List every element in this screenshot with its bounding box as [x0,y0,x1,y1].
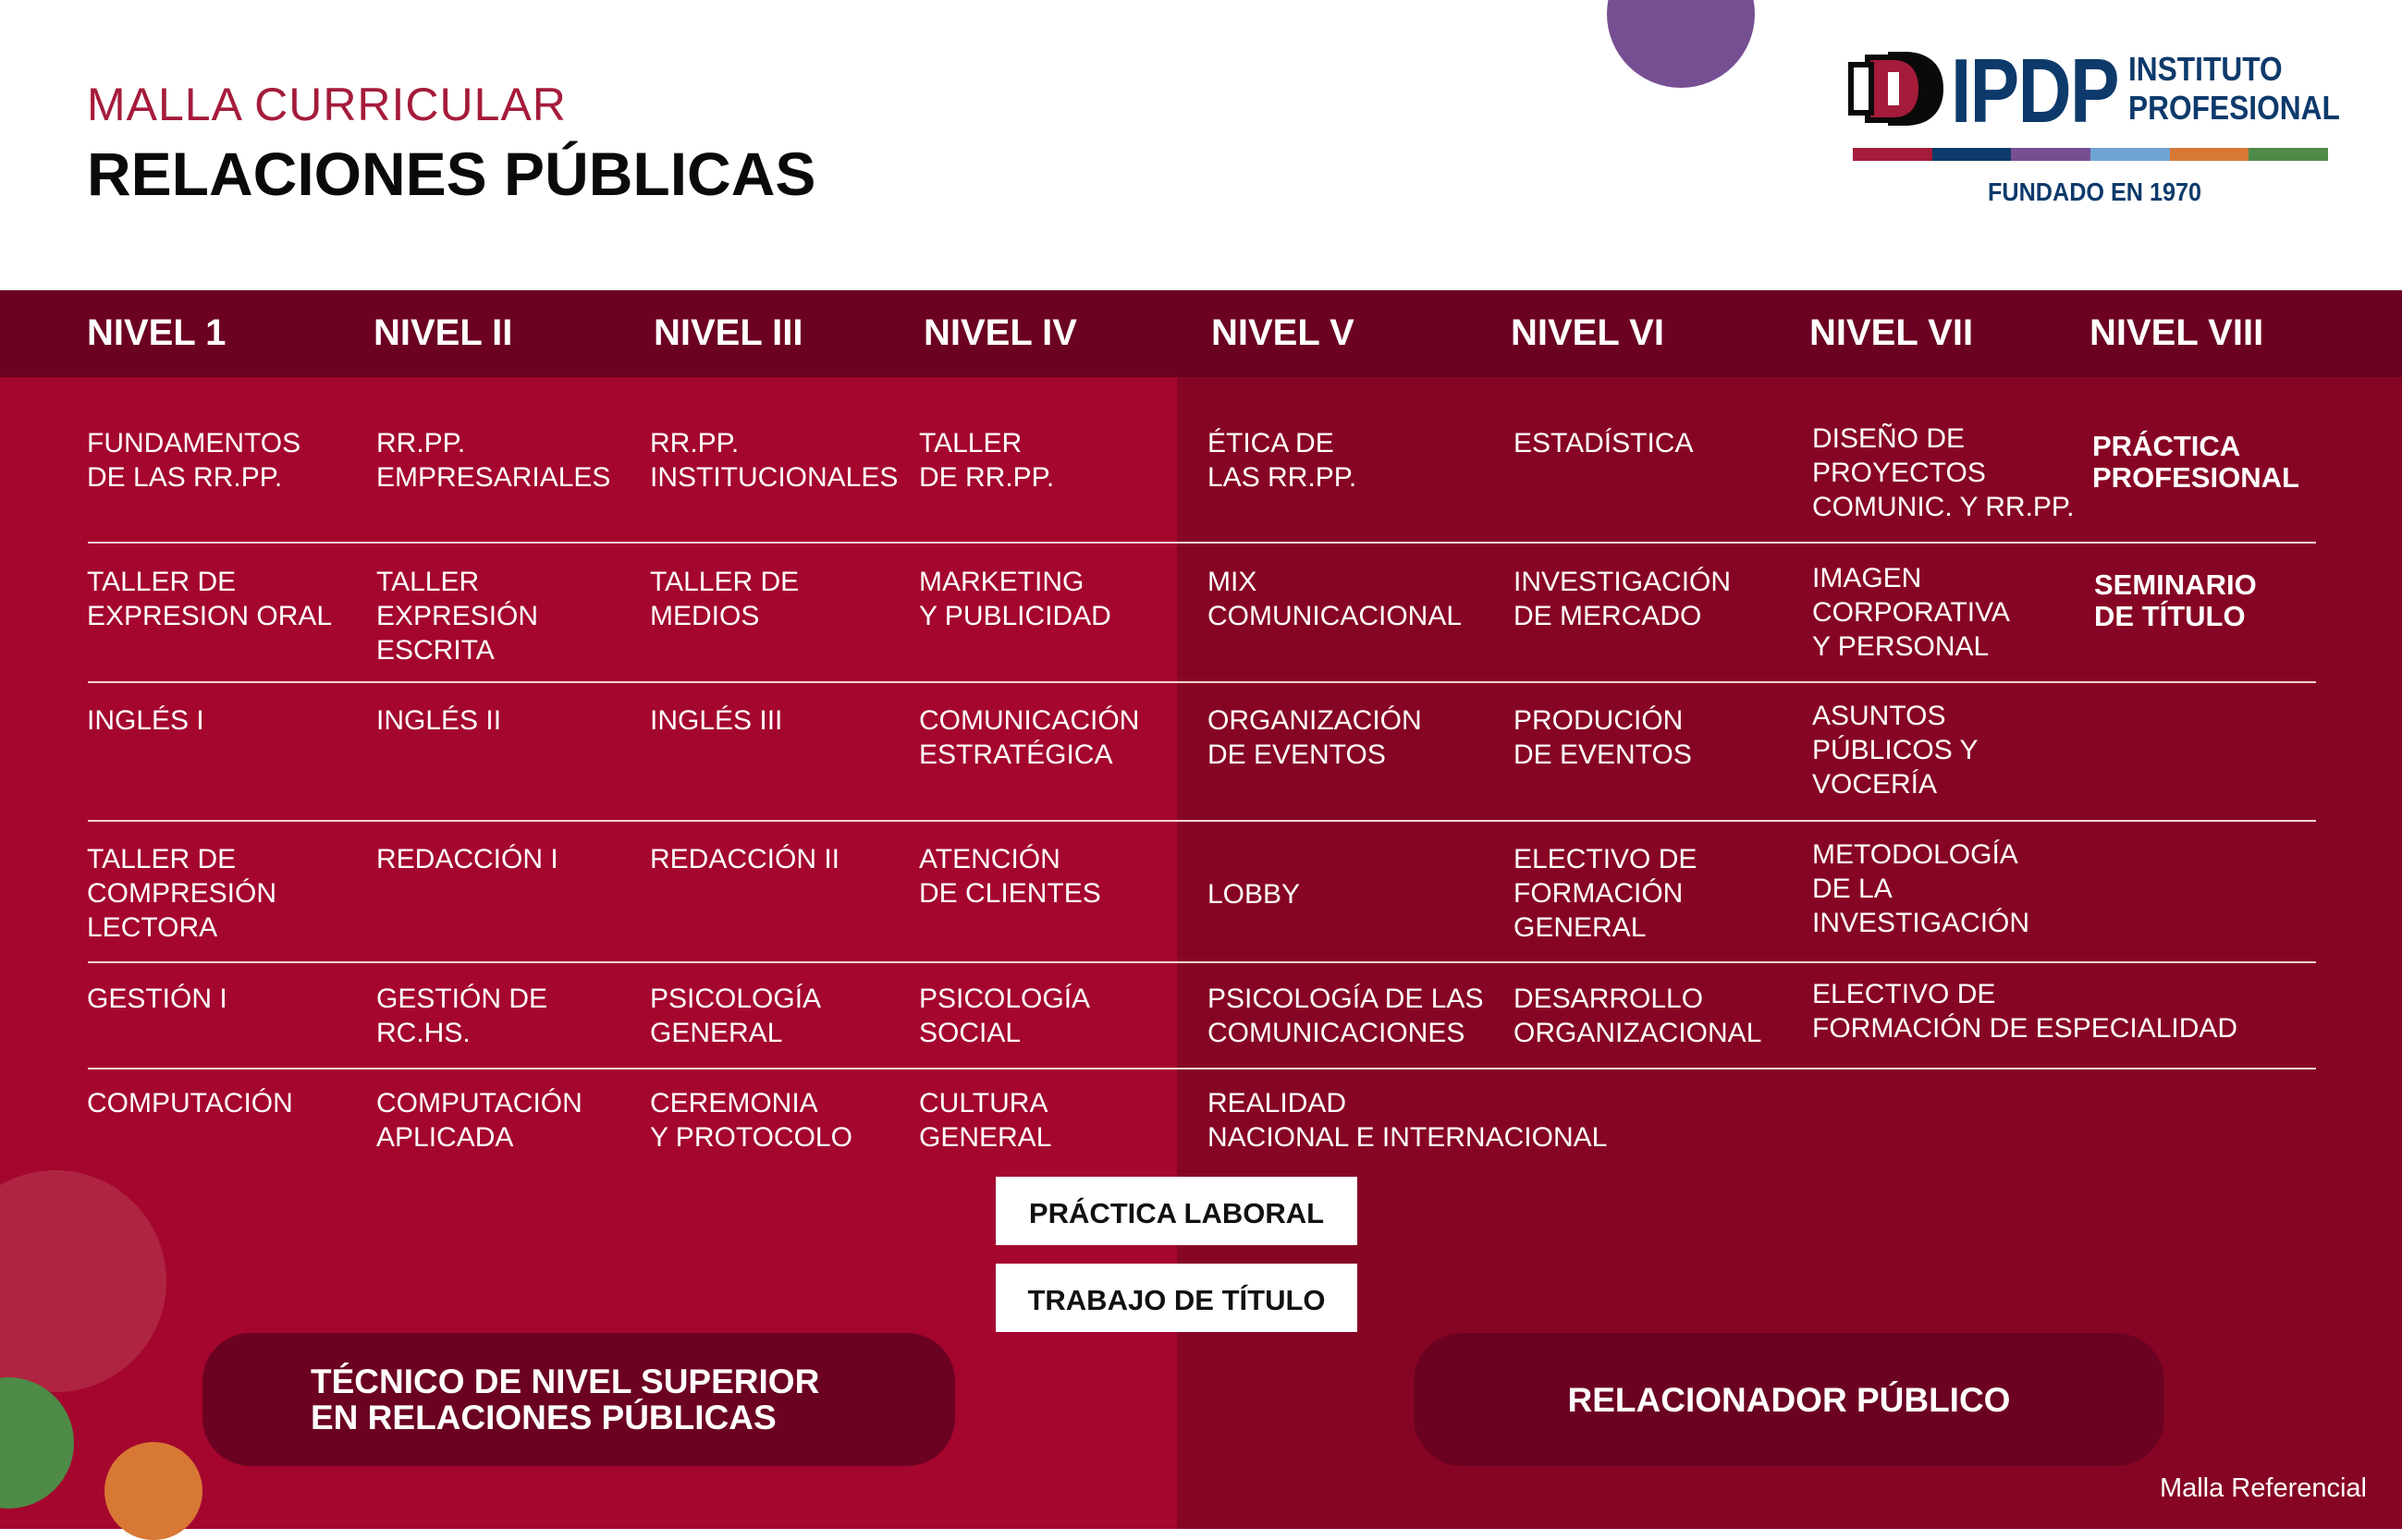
course-cell: TALLER EXPRESIÓN ESCRITA [376,567,539,666]
logo-brand-text: IPDP [1951,40,2119,141]
course-cell: DESARROLLO ORGANIZACIONAL [1514,984,1762,1048]
course-cell: MARKETING Y PUBLICIDAD [919,567,1111,631]
course-cell: CULTURA GENERAL [919,1088,1052,1153]
course-cell: COMPUTACIÓN [87,1088,293,1118]
course-cell: DISEÑO DE PROYECTOS COMUNIC. Y RR.PP. [1812,423,2075,522]
course-cell: GESTIÓN I [87,984,227,1014]
course-cell: INGLÉS II [376,705,502,736]
course-cell: ASUNTOS PÚBLICOS Y VOCERÍA [1812,701,1979,800]
trabajo-titulo-label: TRABAJO DE TÍTULO [996,1264,1357,1332]
course-cell: TALLER DE COMPRESIÓN LECTORA [87,844,277,943]
course-cell: ATENCIÓN DE CLIENTES [919,844,1101,909]
logo-bar-segment [1932,148,2012,161]
row-divider [88,820,2316,822]
course-cell: IMAGEN CORPORATIVA Y PERSONAL [1812,563,2010,662]
course-cell-highlight: SEMINARIO DE TÍTULO [2094,568,2257,632]
course-cell: TALLER DE MEDIOS [650,567,800,631]
course-cell: PSICOLOGÍA GENERAL [650,984,822,1048]
course-cell-highlight: PRÁCTICA PROFESIONAL [2092,430,2299,494]
footer-note: Malla Referencial [2159,1473,2367,1503]
course-cell: MIX COMUNICACIONAL [1207,567,1463,631]
course-cell: ESTADÍSTICA [1514,428,1694,458]
practica-laboral-label: PRÁCTICA LABORAL [996,1177,1357,1245]
logo-bar-segment [1853,148,1932,161]
row-divider [88,542,2316,544]
course-cell: REALIDAD NACIONAL E INTERNACIONAL [1207,1088,1608,1153]
course-cell: INGLÉS III [650,705,783,736]
row-divider [88,961,2316,963]
document-title: RELACIONES PÚBLICAS [87,140,816,208]
level-header-7: NIVEL VII [1809,312,1974,353]
course-cell: COMUNICACIÓN ESTRATÉGICA [919,705,1140,770]
decorative-circle-orange [104,1442,202,1540]
course-cell: PSICOLOGÍA SOCIAL [919,984,1091,1048]
level-header-2: NIVEL II [374,312,513,353]
course-cell: LOBBY [1207,879,1301,910]
course-cell: INVESTIGACIÓN DE MERCADO [1514,567,1732,631]
profesional-degree-pill: RELACIONADOR PÚBLICO [1414,1333,2164,1466]
course-cell: ORGANIZACIÓN DE EVENTOS [1207,705,1422,770]
course-cell: TALLER DE RR.PP. [919,428,1055,493]
row-divider [88,1068,2316,1069]
tecnico-degree-pill: TÉCNICO DE NIVEL SUPERIOR EN RELACIONES PÚBLICAS [202,1333,955,1466]
course-cell: RR.PP. EMPRESARIALES [376,428,611,493]
course-cell: REDACCIÓN II [650,844,840,874]
course-cell: CEREMONIA Y PROTOCOLO [650,1088,852,1153]
level-header-3: NIVEL III [654,312,803,353]
logo-founded-text: FUNDADO EN 1970 [1988,177,2202,206]
levels-header-band [0,290,2402,377]
row-divider [88,681,2316,683]
level-header-1: NIVEL 1 [87,312,227,353]
course-cell: TALLER DE EXPRESION ORAL [87,567,333,631]
level-header-8: NIVEL VIII [2089,312,2264,353]
logo-line-1: INSTITUTO [2128,50,2283,88]
level-header-4: NIVEL IV [924,312,1077,353]
document-subtitle: MALLA CURRICULAR [87,79,567,130]
ipdp-logo-mark-icon [1847,48,1947,136]
course-cell: PSICOLOGÍA DE LAS COMUNICACIONES [1207,984,1484,1048]
logo-line-2: PROFESIONAL [2128,89,2340,127]
course-cell: ELECTIVO DE FORMACIÓN GENERAL [1514,844,1697,943]
logo-bar-segment [2249,148,2328,161]
logo-bar-segment [2170,148,2249,161]
course-cell: ELECTIVO DE FORMACIÓN DE ESPECIALIDAD [1812,979,2238,1044]
logo-institute-text [2128,50,2340,128]
logo-color-bar [1853,148,2328,161]
logo-bar-segment [2090,148,2170,161]
course-cell: ÉTICA DE LAS RR.PP. [1207,428,1357,493]
course-cell: PRODUCIÓN DE EVENTOS [1514,705,1692,770]
course-cell: REDACCIÓN I [376,844,558,874]
level-header-6: NIVEL VI [1511,312,1664,353]
course-cell: FUNDAMENTOS DE LAS RR.PP. [87,428,301,493]
logo-bar-segment [2011,148,2090,161]
course-cell: RR.PP. INSTITUCIONALES [650,428,899,493]
level-header-5: NIVEL V [1211,312,1354,353]
course-cell: INGLÉS I [87,705,204,736]
course-cell: METODOLOGÍA DE LA INVESTIGACIÓN [1812,839,2030,938]
course-cell: GESTIÓN DE RC.HS. [376,984,548,1048]
course-cell: COMPUTACIÓN APLICADA [376,1088,582,1153]
